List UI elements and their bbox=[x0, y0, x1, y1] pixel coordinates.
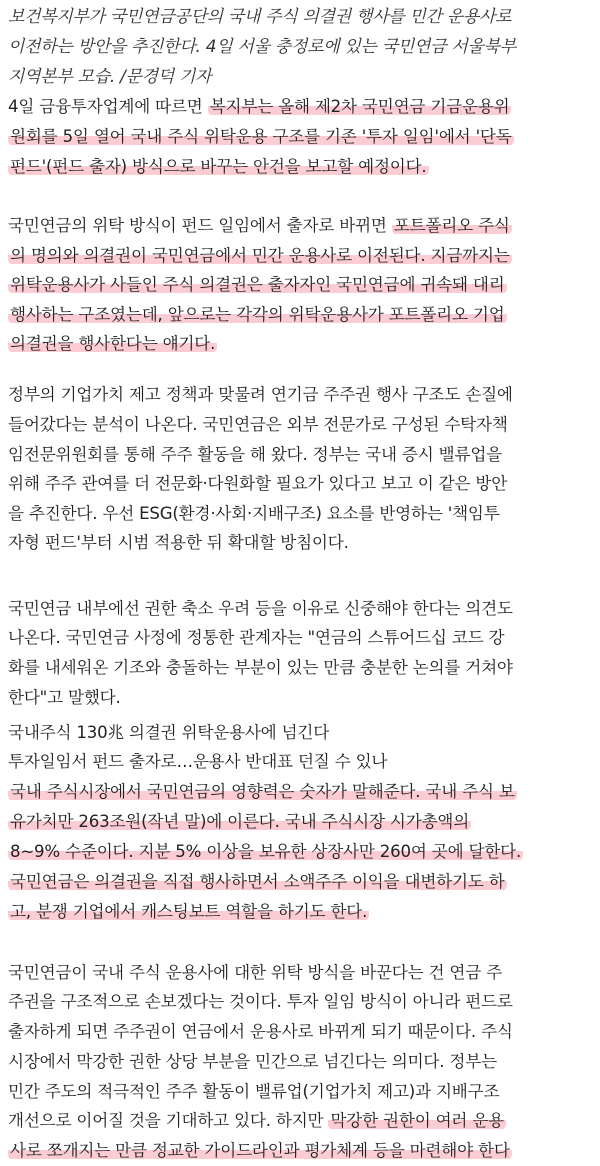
article-line: 주권을 구조적으로 손보겠다는 것이다. 투자 일임 방식이 아니라 펀드로 bbox=[8, 992, 513, 1011]
highlighted-text: 8~9% 수준이다. 지분 5% 이상을 보유한 상장사만 260여 곳에 달한다. bbox=[10, 842, 522, 861]
article-line: 국민연금 내부에선 권한 축소 우려 등을 이유로 신중해야 한다는 의견도 bbox=[8, 599, 513, 618]
article-line: 출자하게 되면 주주권이 연금에서 운용사로 바뀌게 되기 때문이다. 주식 bbox=[8, 1022, 513, 1041]
article-line: 자형 펀드'부터 시범 적용한 뒤 확대할 방침이다. bbox=[8, 533, 349, 552]
text-span: 4일 금융투자업계에 따르면 bbox=[8, 97, 208, 116]
highlighted-text: 국민연금은 의결권을 직접 행사하면서 소액주주 이익을 대변하기도 하 bbox=[10, 872, 505, 891]
article-line bbox=[8, 152, 429, 182]
photo-caption-line: 보건복지부가 국민연금공단의 국내 주식 의결권 행사를 민간 운용사로 bbox=[8, 7, 512, 27]
article-line: 정부의 기업가치 제고 정책과 맞물려 연기금 주주권 행사 구조도 손질에 bbox=[8, 385, 513, 404]
highlighted-text: 위탁운용사가 사들인 주식 의결권은 출자자인 국민연금에 귀속돼 대리 bbox=[10, 275, 505, 294]
photo-caption-line: 지역본부 모습. /문경덕 기자 bbox=[8, 67, 212, 87]
article-line bbox=[8, 1106, 506, 1136]
highlighted-text: 포트폴리오 주식 bbox=[393, 216, 510, 235]
article-line bbox=[8, 241, 512, 271]
article-line bbox=[8, 211, 512, 241]
article-line: 나온다. 국민연금 사정에 정통한 관계자는 "연금의 스튜어드십 코드 강 bbox=[8, 628, 505, 647]
highlighted-text: 행사하는 구조였는데, 앞으로는 각각의 위탁운용사가 포트폴리오 기업 bbox=[10, 305, 505, 324]
article-line: 시장에서 막강한 권한 상당 부분을 민간으로 넘긴다는 의미다. 정부는 bbox=[8, 1052, 497, 1071]
article-line bbox=[8, 92, 511, 122]
highlighted-text: 복지부는 올해 제2차 국민연금 기금운용위 bbox=[209, 97, 510, 116]
article-line: 민간 주도의 적극적인 주주 활동이 밸류업(기업가치 제고)과 지배구조 bbox=[8, 1082, 500, 1101]
highlighted-text: 원회를 5일 열어 국내 주식 위탁운용 구조를 기존 '투자 일임'에서 '단독 bbox=[10, 127, 512, 146]
text-span: 개선으로 이어질 것을 기대하고 있다. 하지만 bbox=[8, 1111, 329, 1130]
highlighted-text: 사로 쪼개지는 만큼 정교한 가이드라인과 평가체계 등을 마련해야 한다 bbox=[10, 1141, 510, 1160]
highlighted-text: 막강한 권한이 여러 운용 bbox=[330, 1111, 504, 1130]
article-line: 국민연금이 국내 주식 운용사에 대한 위탁 방식을 바꾼다는 건 연금 주 bbox=[8, 963, 502, 982]
article-line: 을 추진한다. 우선 ESG(환경·사회·지배구조) 요소를 반영하는 '책임투 bbox=[8, 504, 500, 523]
article-line bbox=[8, 837, 523, 867]
text-span: 국민연금의 위탁 방식이 펀드 일임에서 출자로 바뀌면 bbox=[8, 216, 392, 235]
highlighted-text: 펀드'(펀드 출자) 방식으로 바꾸는 안건을 보고할 예정이다. bbox=[10, 157, 427, 176]
article-line: 들어갔다는 분석이 나온다. 국민연금은 외부 전문가로 구성된 수탁자책 bbox=[8, 415, 508, 434]
article-line bbox=[8, 777, 517, 807]
article-line: 위해 주주 관여를 더 전문화·다원화할 필요가 있다고 보고 이 같은 방안 bbox=[8, 474, 508, 493]
article-line bbox=[8, 807, 471, 837]
highlighted-text: 국내 주식시장에서 국민연금의 영향력은 숫자가 말해준다. 국내 주식 보 bbox=[10, 782, 515, 801]
article-line bbox=[8, 867, 507, 897]
article-line: 화를 내세워온 기조와 충돌하는 부분이 있는 만큼 충분한 논의를 거쳐야 bbox=[8, 658, 513, 677]
highlighted-text: 의 명의와 의결권이 국민연금에서 민간 운용사로 이전된다. 지금까지는 bbox=[10, 246, 510, 265]
article-line bbox=[8, 897, 369, 927]
highlighted-text: 의결권을 행사한다는 얘기다. bbox=[10, 334, 216, 353]
article-line: 임전문위원회를 통해 주주 활동을 해 왔다. 정부는 국내 증시 밸류업을 bbox=[8, 445, 502, 464]
article-line: 한다"고 말했다. bbox=[8, 688, 121, 707]
highlighted-text: 유가치만 263조원(작년 말)에 이른다. 국내 주식시장 시가총액의 bbox=[10, 812, 470, 831]
article-line bbox=[8, 122, 514, 152]
article-line bbox=[8, 270, 507, 300]
photo-caption-line: 이전하는 방안을 추진한다. 4일 서울 충정로에 있는 국민연금 서울북부 bbox=[8, 37, 516, 57]
article-line: 투자일임서 펀드 출자로…운용사 반대표 던질 수 있나 bbox=[8, 752, 388, 771]
highlighted-text: 고, 분쟁 기업에서 캐스팅보트 역할을 하기도 한다. bbox=[10, 902, 368, 921]
article-line bbox=[8, 300, 507, 330]
article-line: 국내주식 130兆 의결권 위탁운용사에 넘긴다 bbox=[8, 723, 330, 742]
article-line bbox=[8, 329, 217, 359]
